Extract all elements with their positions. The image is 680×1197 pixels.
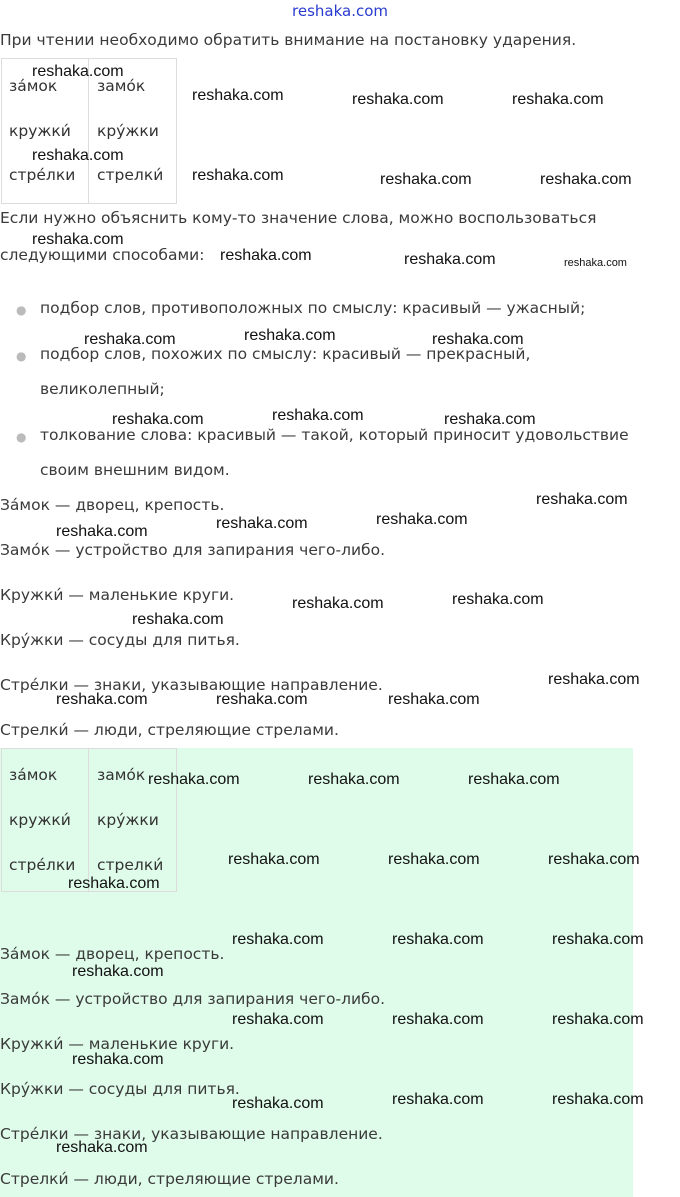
table-cell: стре́лки	[9, 856, 76, 874]
answer-definition: Кружки́ — маленькие круги.	[0, 1035, 235, 1053]
answer-stress-table	[1, 748, 177, 892]
watermark: reshaka.com	[452, 591, 544, 608]
table-cell: стре́лки	[9, 166, 76, 184]
watermark: reshaka.com	[552, 1011, 644, 1028]
answer-definition: Стре́лки — знаки, указывающие направление.	[0, 1125, 383, 1143]
watermark: reshaka.com	[352, 91, 444, 108]
watermark: reshaka.com	[192, 167, 284, 184]
watermark: reshaka.com	[392, 931, 484, 948]
table-cell: за́мок	[9, 766, 58, 784]
watermark: reshaka.com	[552, 931, 644, 948]
watermark: reshaka.com	[444, 411, 536, 428]
table-cell: замо́к	[97, 77, 146, 95]
watermark: reshaka.com	[148, 771, 240, 788]
answer-definition: Стрелки́ — люди, стреляющие стрелами.	[0, 1170, 339, 1188]
explain-line: Если нужно объяснить кому-то значение слова, можно воспользоваться	[0, 209, 597, 227]
watermark: reshaka.com	[84, 331, 176, 348]
watermark: reshaka.com	[132, 611, 224, 628]
watermark: reshaka.com	[216, 515, 308, 532]
watermark: reshaka.com	[220, 247, 312, 264]
table-cell: кружки́	[9, 811, 71, 829]
definition: Стре́лки — знаки, указывающие направление.	[0, 676, 383, 694]
definition: Замо́к — устройство для запирания чего-либо.	[0, 541, 386, 559]
definition: Стрелки́ — люди, стреляющие стрелами.	[0, 721, 339, 739]
watermark: reshaka.com	[32, 231, 124, 248]
watermark: reshaka.com	[388, 851, 480, 868]
list-item-continued: своим внешним видом.	[40, 461, 230, 479]
watermark: reshaka.com	[228, 851, 320, 868]
watermark: reshaka.com	[56, 523, 148, 540]
answer-definition: Кру́жки — сосуды для питья.	[0, 1080, 240, 1098]
watermark: reshaka.com	[56, 1139, 148, 1156]
watermark: reshaka.com	[232, 931, 324, 948]
table-cell: стрелки́	[97, 166, 164, 184]
watermark: reshaka.com	[404, 251, 496, 268]
bullet-icon: ●	[16, 430, 27, 444]
table-cell: кружки́	[9, 122, 71, 140]
watermark: reshaka.com	[376, 511, 468, 528]
watermark: reshaka.com	[388, 691, 480, 708]
watermark: reshaka.com	[112, 411, 204, 428]
definition: Кру́жки — сосуды для питья.	[0, 631, 240, 649]
watermark: reshaka.com	[552, 1091, 644, 1108]
watermark: reshaka.com	[32, 63, 124, 80]
list-item: толкование слова: красивый — такой, который приносит удовольствие	[40, 426, 629, 444]
watermark: reshaka.com	[72, 963, 164, 980]
list-item-continued: великолепный;	[40, 380, 165, 398]
answer-definition: За́мок — дворец, крепость.	[0, 945, 225, 963]
list-item: подбор слов, похожих по смыслу: красивый — прекрасный,	[40, 345, 531, 363]
bullet-icon: ●	[16, 303, 27, 317]
explain-line: следующими способами:	[0, 246, 205, 264]
watermark: reshaka.com	[56, 691, 148, 708]
watermark: reshaka.com	[564, 257, 627, 269]
watermark: reshaka.com	[32, 147, 124, 164]
table-cell: кру́жки	[97, 122, 159, 140]
table-divider	[88, 749, 89, 891]
watermark: reshaka.com	[192, 87, 284, 104]
definition: Кружки́ — маленькие круги.	[0, 586, 235, 604]
bullet-icon: ●	[16, 349, 27, 363]
watermark: reshaka.com	[68, 875, 160, 892]
watermark: reshaka.com	[540, 171, 632, 188]
table-cell: замо́к	[97, 766, 146, 784]
watermark: reshaka.com	[232, 1095, 324, 1112]
watermark: reshaka.com	[536, 491, 628, 508]
watermark: reshaka.com	[72, 1051, 164, 1068]
watermark: reshaka.com	[548, 851, 640, 868]
watermark: reshaka.com	[468, 771, 560, 788]
watermark: reshaka.com	[432, 331, 524, 348]
watermark: reshaka.com	[244, 327, 336, 344]
watermark: reshaka.com	[380, 171, 472, 188]
watermark: reshaka.com	[292, 595, 384, 612]
intro-text: При чтении необходимо обратить внимание на постановку ударения.	[0, 31, 577, 49]
watermark: reshaka.com	[272, 407, 364, 424]
watermark: reshaka.com	[216, 691, 308, 708]
table-cell: за́мок	[9, 77, 58, 95]
watermark: reshaka.com	[548, 671, 640, 688]
table-cell: кру́жки	[97, 811, 159, 829]
definition: За́мок — дворец, крепость.	[0, 496, 225, 514]
table-cell: стрелки́	[97, 856, 164, 874]
watermark: reshaka.com	[232, 1011, 324, 1028]
list-item: подбор слов, противоположных по смыслу: красивый — ужасный;	[40, 299, 586, 317]
watermark: reshaka.com	[308, 771, 400, 788]
watermark: reshaka.com	[392, 1091, 484, 1108]
watermark: reshaka.com	[392, 1011, 484, 1028]
answer-definition: Замо́к — устройство для запирания чего-либо.	[0, 990, 386, 1008]
site-title[interactable]: reshaka.com	[292, 2, 388, 20]
watermark: reshaka.com	[512, 91, 604, 108]
